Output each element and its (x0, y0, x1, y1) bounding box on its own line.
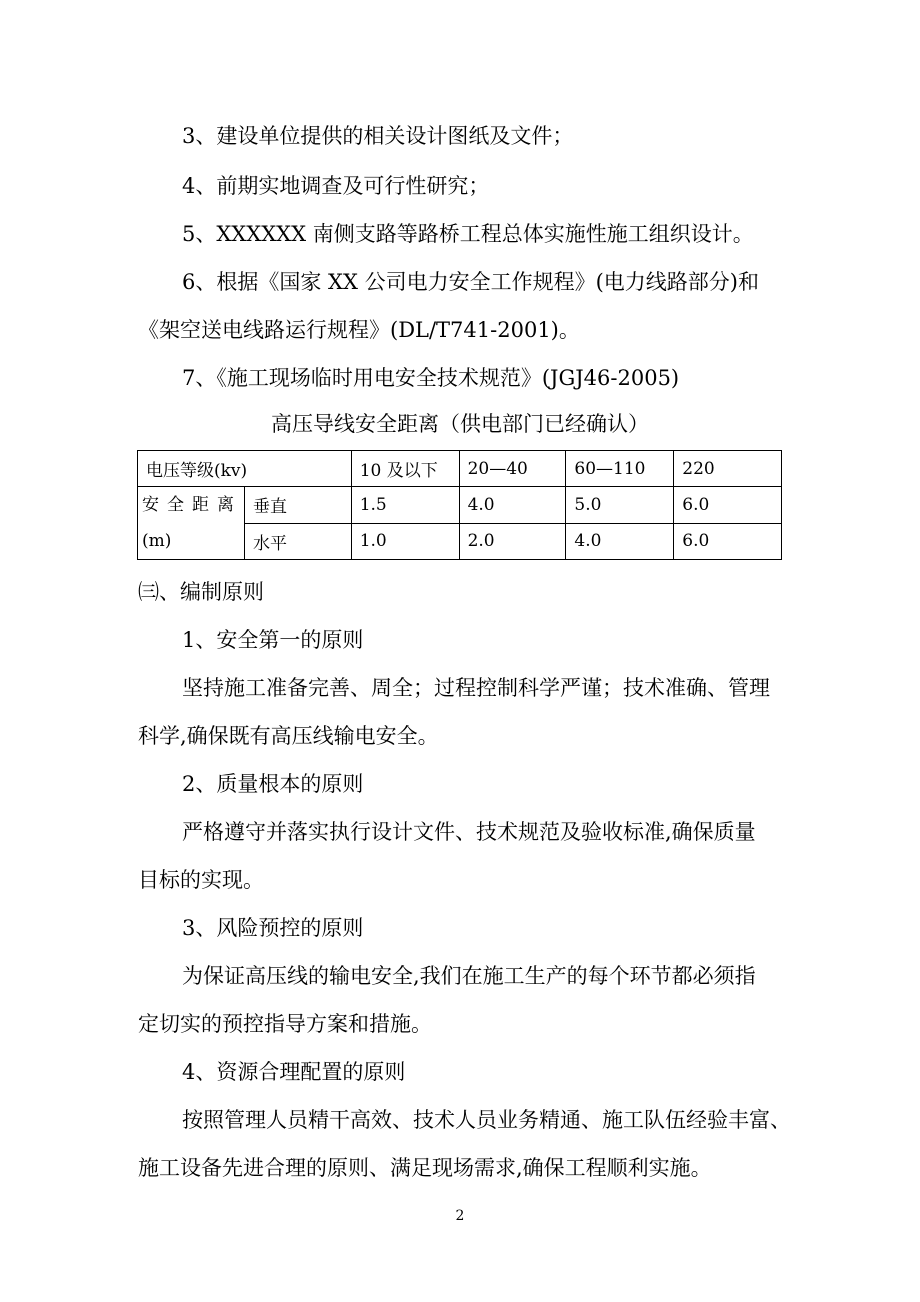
principle-3-line1: 为保证高压线的输电安全,我们在施工生产的每个环节都必须指 (182, 964, 756, 988)
principle-1-line2: 科学,确保既有高压线输电安全。 (138, 724, 439, 748)
principle-4-line2: 施工设备先进合理的原则、满足现场需求,确保工程顺利实施。 (138, 1156, 712, 1180)
header-col: 220 (674, 451, 782, 487)
table-header-row (138, 451, 782, 487)
basis-item-7: 7、《施工现场临时用电安全技术规范》(JGJ46-2005) (182, 366, 680, 390)
table-cell: 6.0 (674, 523, 782, 560)
row-group-label-unit: (m) (142, 531, 172, 551)
table-cell: 4.0 (566, 523, 674, 560)
principle-3-line2: 定切实的预控指导方案和措施。 (138, 1012, 432, 1036)
row-label-vertical: 垂直 (244, 487, 351, 524)
section-heading: ㈢、编制原则 (138, 580, 264, 604)
principle-2-line2: 目标的实现。 (138, 868, 264, 892)
basis-item-6-line2: 《架空送电线路运行规程》(DL/T741-2001)。 (138, 318, 580, 342)
principle-4-line1: 按照管理人员精干高效、技术人员业务精通、施工队伍经验丰富、 (182, 1108, 791, 1132)
basis-item-4: 4、前期实地调查及可行性研究； (182, 174, 490, 198)
table-cell: 1.0 (351, 523, 459, 560)
page-number: 2 (455, 1208, 465, 1224)
principle-2-line1: 严格遵守并落实执行设计文件、技术规范及验收标准,确保质量 (182, 820, 756, 844)
row-label-horizontal: 水平 (244, 523, 351, 560)
table-row (138, 487, 782, 524)
row-group-label-main: 安全距离 (142, 495, 242, 515)
principle-1-title: 1、安全第一的原则 (182, 628, 364, 652)
header-col: 20—40 (459, 451, 566, 487)
principle-1-line1: 坚持施工准备完善、周全；过程控制科学严谨；技术准确、管理 (182, 676, 770, 700)
principle-3-title: 3、风险预控的原则 (182, 916, 364, 940)
header-voltage-label: 电压等级(kv) (138, 451, 352, 487)
basis-item-6-line1: 6、根据《国家 XX 公司电力安全工作规程》(电力线路部分)和 (182, 270, 759, 294)
table-cell: 4.0 (459, 487, 566, 524)
principle-4-title: 4、资源合理配置的原则 (182, 1060, 406, 1084)
basis-item-3: 3、建设单位提供的相关设计图纸及文件； (182, 124, 574, 148)
row-group-label (138, 487, 245, 560)
table-cell: 6.0 (674, 487, 782, 524)
principle-2-title: 2、质量根本的原则 (182, 772, 364, 796)
table-cell: 5.0 (566, 487, 674, 524)
table-cell: 1.5 (351, 487, 459, 524)
header-col: 10 及以下 (351, 451, 459, 487)
table-caption: 高压导线安全距离（供电部门已经确认） (271, 412, 649, 436)
safety-distance-table (137, 450, 782, 560)
header-col: 60—110 (566, 451, 674, 487)
table-cell: 2.0 (459, 523, 566, 560)
basis-item-5: 5、XXXXXX 南侧支路等路桥工程总体实施性施工组织设计。 (182, 222, 754, 246)
